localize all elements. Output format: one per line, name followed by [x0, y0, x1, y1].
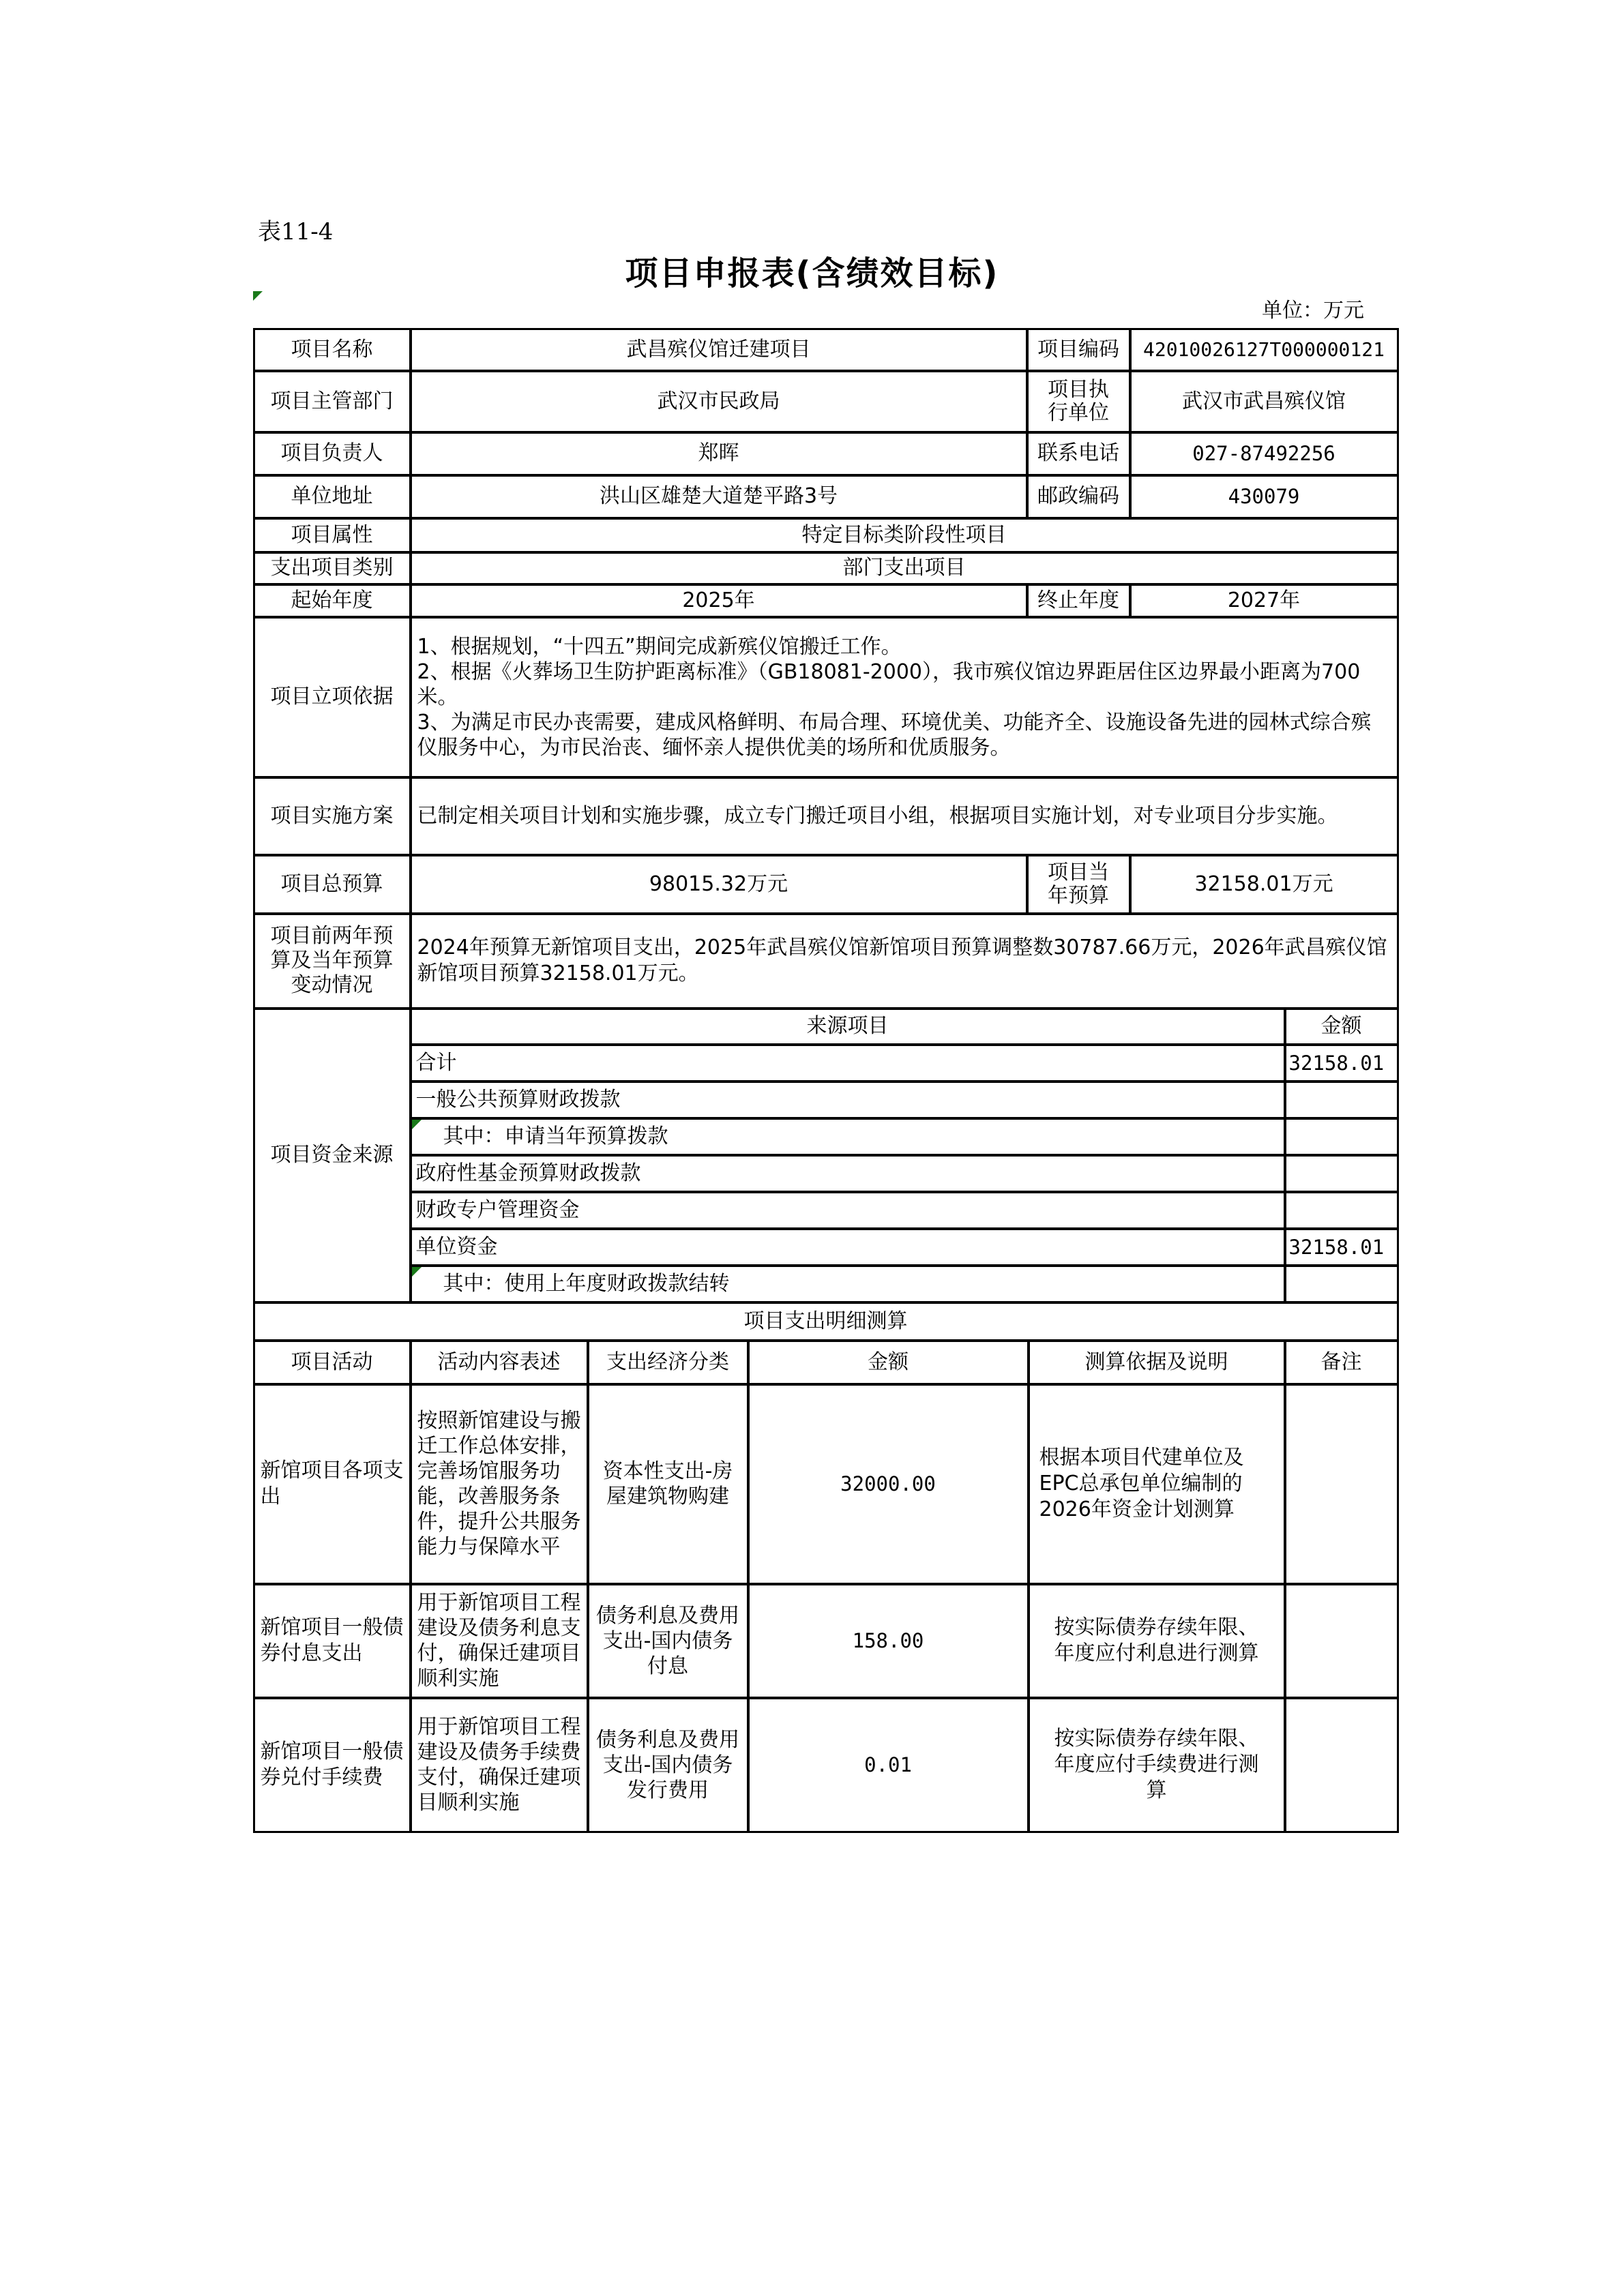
funding-row-prior-year-carryover	[410, 1265, 1286, 1303]
detail-col-content: 活动内容表述	[410, 1340, 589, 1385]
owner-label: 项目负责人	[253, 432, 411, 476]
exec-unit-label: 项目执行单位	[1027, 370, 1131, 433]
attribute-label: 项目属性	[253, 518, 411, 553]
detail-col-amount: 金额	[748, 1340, 1029, 1385]
detail-col-basis: 测算依据及说明	[1028, 1340, 1286, 1385]
detail-col-activity: 项目活动	[253, 1340, 411, 1385]
funding-row-general-budget: 一般公共预算财政拨款	[410, 1081, 1286, 1119]
start-year-value: 2025年	[410, 584, 1028, 618]
detail-row-1-basis: 根据本项目代建单位及EPC总承包单位编制的2026年资金计划测算	[1028, 1384, 1286, 1585]
basis-label: 项目立项依据	[253, 616, 411, 778]
budget-change-value: 2024年预算无新馆项目支出，2025年武昌殡仪馆新馆项目预算调整数30787.66万元，2026年武昌殡仪馆新馆项目预算32158.01万元。	[410, 913, 1399, 1009]
detail-section-title: 项目支出明细测算	[253, 1302, 1399, 1341]
funding-row-gov-fund: 政府性基金预算财政拨款	[410, 1154, 1286, 1193]
end-year-label: 终止年度	[1027, 584, 1131, 618]
funding-row-total-amount: 32158.01	[1284, 1044, 1399, 1082]
year-budget-label: 项目当年预算	[1027, 854, 1131, 914]
funding-row-special-account-amount	[1284, 1191, 1399, 1229]
total-budget-value: 98015.32万元	[410, 854, 1028, 914]
detail-row-2-amount: 158.00	[748, 1583, 1029, 1699]
project-code-label: 项目编码	[1027, 328, 1131, 372]
detail-row-3-basis: 按实际债券存续年限、年度应付手续费进行测算	[1028, 1697, 1286, 1833]
detail-row-3-activity: 新馆项目一般债券兑付手续费	[253, 1697, 411, 1833]
address-label: 单位地址	[253, 475, 411, 519]
table-number: 表11-4	[258, 218, 334, 245]
funding-row-prior-year-carryover-amount	[1284, 1265, 1399, 1303]
funding-row-unit-funds: 单位资金	[410, 1228, 1286, 1266]
project-code-value: 42010026127T000000121	[1130, 328, 1399, 372]
detail-row-1-econ: 资本性支出-房屋建筑物购建	[587, 1384, 749, 1585]
funding-row-general-budget-amount	[1284, 1081, 1399, 1119]
total-budget-label: 项目总预算	[253, 854, 411, 914]
detail-row-1-amount: 32000.00	[748, 1384, 1029, 1585]
detail-row-1-activity: 新馆项目各项支出	[253, 1384, 411, 1585]
funding-row-special-account: 财政专户管理资金	[410, 1191, 1286, 1229]
detail-row-2-basis: 按实际债券存续年限、年度应付利息进行测算	[1028, 1583, 1286, 1699]
detail-col-note: 备注	[1284, 1340, 1399, 1385]
funding-row-current-year-appropriation-text: 其中：申请当年预算拨款	[443, 1124, 668, 1148]
detail-row-3-note	[1284, 1697, 1399, 1833]
start-year-label: 起始年度	[253, 584, 411, 618]
funding-row-prior-year-carryover-text: 其中：使用上年度财政拨款结转	[443, 1271, 730, 1296]
dept-label: 项目主管部门	[253, 370, 411, 433]
detail-col-econ: 支出经济分类	[587, 1340, 749, 1385]
category-label: 支出项目类别	[253, 552, 411, 585]
funding-row-current-year-appropriation	[410, 1118, 1286, 1156]
funding-row-total: 合计	[410, 1044, 1286, 1082]
cell-comment-marker-icon	[253, 291, 263, 301]
detail-row-2-activity: 新馆项目一般债券付息支出	[253, 1583, 411, 1699]
funding-col-amount: 金额	[1284, 1008, 1399, 1045]
detail-row-1-content: 按照新馆建设与搬迁工作总体安排，完善场馆服务功能，改善服务条件，提升公共服务能力与保障水平	[410, 1384, 589, 1585]
detail-row-3-content: 用于新馆项目工程建设及债务手续费支付，确保迁建项目顺利实施	[410, 1697, 589, 1833]
funding-row-unit-funds-amount: 32158.01	[1284, 1228, 1399, 1266]
attribute-value: 特定目标类阶段性项目	[410, 518, 1399, 553]
category-value: 部门支出项目	[410, 552, 1399, 585]
dept-value: 武汉市民政局	[410, 370, 1028, 433]
phone-value: 027-87492256	[1130, 432, 1399, 476]
funding-col-source: 来源项目	[410, 1008, 1286, 1045]
cell-comment-marker-icon	[412, 1267, 422, 1277]
budget-change-label: 项目前两年预算及当年预算变动情况	[253, 913, 411, 1009]
plan-value: 已制定相关项目计划和实施步骤，成立专门搬迁项目小组，根据项目实施计划，对专业项目分步实施。	[410, 777, 1399, 856]
basis-line-1: 1、根据规划，“十四五”期间完成新殡仪馆搬迁工作。	[417, 634, 902, 659]
detail-row-2-note	[1284, 1583, 1399, 1699]
project-name-label: 项目名称	[253, 328, 411, 372]
detail-row-2-content: 用于新馆项目工程建设及债务利息支付，确保迁建项目顺利实施	[410, 1583, 589, 1699]
zip-label: 邮政编码	[1027, 475, 1131, 519]
funding-label: 项目资金来源	[253, 1008, 411, 1303]
zip-value: 430079	[1130, 475, 1399, 519]
project-name-value: 武昌殡仪馆迁建项目	[410, 328, 1028, 372]
basis-line-3: 3、为满足市民办丧需要，建成风格鲜明、布局合理、环境优美、功能齐全、设施设备先进的园林式综合殡仪服务中心，为市民治丧、缅怀亲人提供优美的场所和优质服务。	[417, 710, 1372, 760]
funding-row-gov-fund-amount	[1284, 1154, 1399, 1193]
address-value: 洪山区雄楚大道楚平路3号	[410, 475, 1028, 519]
basis-line-2: 2、根据《火葬场卫生防护距离标准》（GB18081-2000），我市殡仪馆边界距居住区边界最小距离为700米。	[417, 659, 1361, 709]
year-budget-value: 32158.01万元	[1130, 854, 1399, 914]
exec-unit-value: 武汉市武昌殡仪馆	[1130, 370, 1399, 433]
basis-value	[410, 616, 1399, 778]
end-year-value: 2027年	[1130, 584, 1399, 618]
unit-label: 单位：万元	[1262, 299, 1364, 323]
funding-row-current-year-appropriation-amount	[1284, 1118, 1399, 1156]
detail-row-3-econ: 债务利息及费用支出-国内债务发行费用	[587, 1697, 749, 1833]
detail-row-1-note	[1284, 1384, 1399, 1585]
phone-label: 联系电话	[1027, 432, 1131, 476]
owner-value: 郑晖	[410, 432, 1028, 476]
cell-comment-marker-icon	[412, 1120, 422, 1129]
detail-row-2-econ: 债务利息及费用支出-国内债务付息	[587, 1583, 749, 1699]
plan-label: 项目实施方案	[253, 777, 411, 856]
document-title: 项目申报表(含绩效目标)	[625, 254, 999, 293]
detail-row-3-amount: 0.01	[748, 1697, 1029, 1833]
